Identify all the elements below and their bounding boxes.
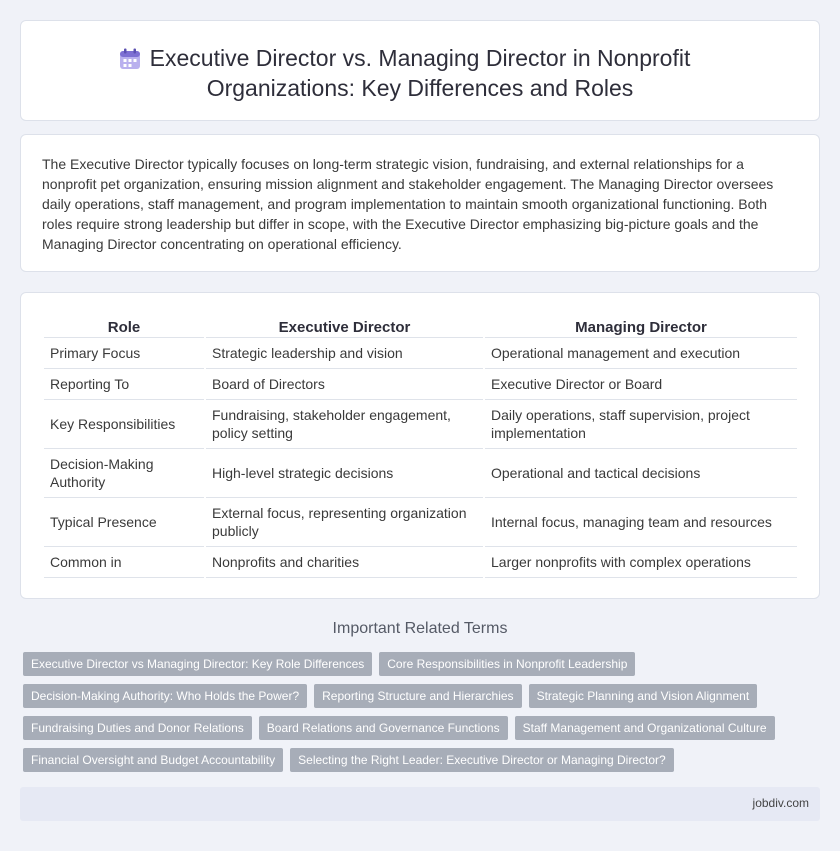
related-term-tag[interactable]: Strategic Planning and Vision Alignment [529, 684, 758, 708]
table-row [44, 449, 797, 498]
comparison-table-card [20, 292, 820, 599]
table-cell: Nonprofits and charities [206, 547, 483, 578]
table-cell: Larger nonprofits with complex operations [485, 547, 797, 578]
related-term-tag[interactable]: Financial Oversight and Budget Accountability [23, 748, 283, 772]
table-header-row [44, 313, 797, 338]
intro-paragraph: The Executive Director typically focuses on long-term strategic vision, fundraising, and external relationships for a nonprofit pet organization, ensuring mission alignment and stakeholder engagement. The Managing Director oversees daily operations, staff management, and program implementation to maintain smooth organizational functioning. Both roles require strong leadership but differ in scope, with the Executive Director emphasizing big-picture goals and the Managing Director concentrating on operational efficiency. [42, 156, 774, 252]
related-terms-list [23, 652, 803, 780]
related-term-tag[interactable]: Selecting the Right Leader: Executive Director or Managing Director? [290, 748, 674, 772]
footer [20, 787, 820, 821]
column-header: Executive Director [206, 313, 483, 338]
page-title: Executive Director vs. Managing Director in Nonprofit Organizations: Key Differences and Roles [149, 45, 691, 101]
table-row [44, 498, 797, 547]
related-term-tag[interactable]: Core Responsibilities in Nonprofit Leadership [379, 652, 635, 676]
table-cell: Typical Presence [44, 498, 204, 547]
table-cell: Primary Focus [44, 338, 204, 369]
table-row [44, 369, 797, 400]
column-header: Managing Director [485, 313, 797, 338]
table-cell: Daily operations, staff supervision, project implementation [485, 400, 797, 449]
table-cell: Key Responsibilities [44, 400, 204, 449]
column-header: Role [44, 313, 204, 338]
table-cell: Strategic leadership and vision [206, 338, 483, 369]
comparison-table [42, 313, 799, 578]
table-cell: Reporting To [44, 369, 204, 400]
table-row [44, 338, 797, 369]
intro-card [20, 134, 820, 272]
table-cell: External focus, representing organization publicly [206, 498, 483, 547]
footer-site-link[interactable]: jobdiv.com [752, 796, 809, 810]
related-term-tag[interactable]: Decision-Making Authority: Who Holds the Power? [23, 684, 307, 708]
table-cell: Executive Director or Board [485, 369, 797, 400]
table-cell: Board of Directors [206, 369, 483, 400]
table-cell: Decision-Making Authority [44, 449, 204, 498]
table-row [44, 400, 797, 449]
related-term-tag[interactable]: Board Relations and Governance Functions [259, 716, 508, 740]
related-term-tag[interactable]: Staff Management and Organizational Culture [515, 716, 775, 740]
table-cell: Operational management and execution [485, 338, 797, 369]
table-row [44, 547, 797, 578]
related-term-tag[interactable]: Fundraising Duties and Donor Relations [23, 716, 252, 740]
table-cell: Fundraising, stakeholder engagement, policy setting [206, 400, 483, 449]
table-cell: Internal focus, managing team and resources [485, 498, 797, 547]
related-term-tag[interactable]: Reporting Structure and Hierarchies [314, 684, 521, 708]
header-card [20, 20, 820, 121]
table-cell: Operational and tactical decisions [485, 449, 797, 498]
related-term-tag[interactable]: Executive Director vs Managing Director: Key Role Differences [23, 652, 372, 676]
table-cell: Common in [44, 547, 204, 578]
related-terms-title: Important Related Terms [332, 620, 508, 637]
table-cell: High-level strategic decisions [206, 449, 483, 498]
